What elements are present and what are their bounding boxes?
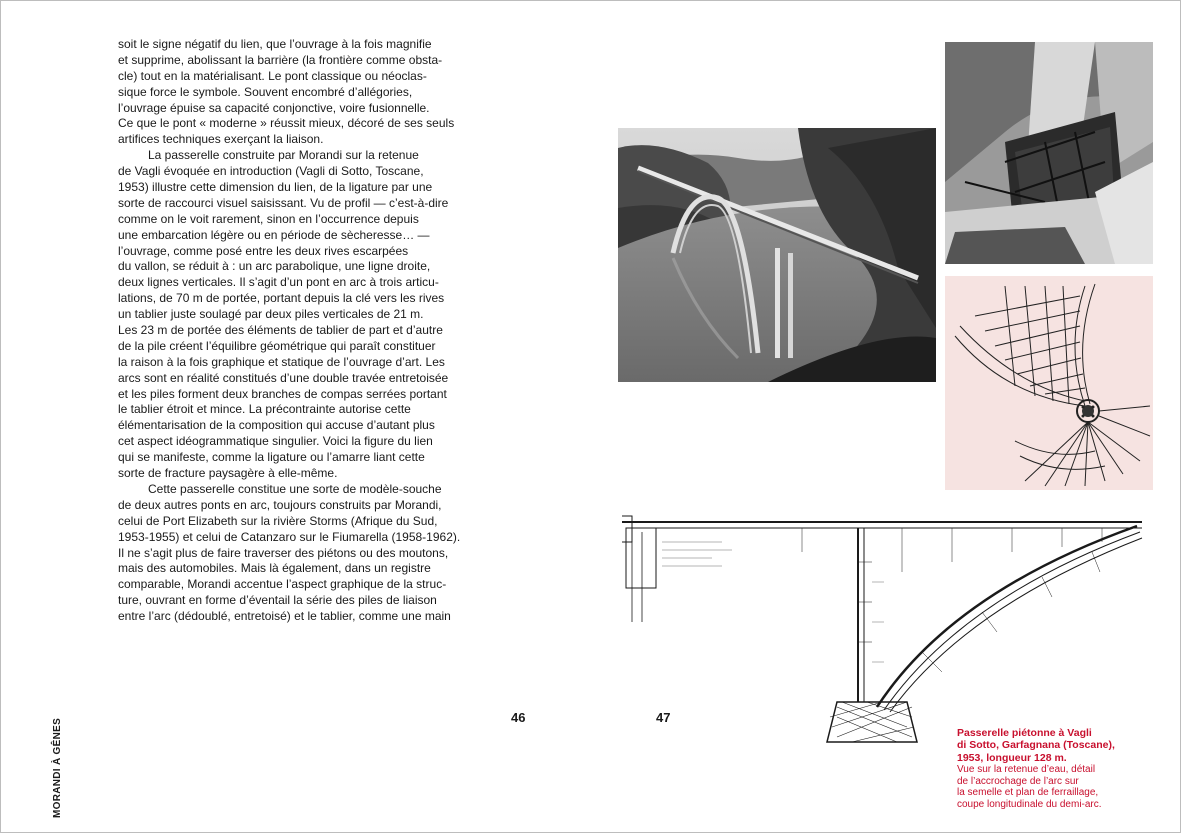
figure-caption bbox=[957, 727, 1137, 811]
half-arch-section-drawing bbox=[622, 502, 1157, 758]
text-line: lations, de 70 m de portée, portant depuis la clé vers les rives bbox=[118, 291, 445, 306]
text-line: le tablier étroit et mince. La précontrainte autorise cette bbox=[118, 402, 411, 417]
body-text bbox=[118, 37, 461, 625]
text-line: et supprime, abolissant la barrière (la frontière comme obsta- bbox=[118, 52, 443, 67]
text-line: de deux autres ponts en arc, toujours construits par Morandi, bbox=[118, 497, 442, 512]
text-line: l’ouvrage épuise sa capacité conjonctive, voire fusionnelle. bbox=[118, 100, 430, 115]
text-line: soit le signe négatif du lien, que l’ouvrage à la fois magnifie bbox=[118, 37, 432, 51]
text-line: un tablier juste soulagé par deux piles verticales de 21 m. bbox=[118, 307, 424, 322]
reinforcement-plan-drawing bbox=[945, 276, 1153, 490]
text-line: cet aspect idéogrammatique singulier. Voici la figure du lien bbox=[118, 434, 433, 449]
text-line: comparable, Morandi accentue l’aspect graphique de la struc- bbox=[118, 577, 447, 592]
text-line: arcs sont en réalité constitués d’une double travée entretoisée bbox=[118, 370, 449, 385]
text-line: qui se manifeste, comme la ligature ou l’amarre liant cette bbox=[118, 450, 425, 465]
text-line: de Vagli évoquée en introduction (Vagli di Sotto, Toscane, bbox=[118, 164, 424, 179]
text-line: de la pile créent l’équilibre géométrique qui paraît constituer bbox=[118, 338, 436, 353]
text-line: celui de Port Elizabeth sur la rivière Storms (Afrique du Sud, bbox=[118, 513, 438, 528]
text-line: une embarcation légère ou en période de sècheresse… — bbox=[118, 227, 430, 242]
caption-title-line: 1953, longueur 128 m. bbox=[957, 751, 1067, 764]
caption-desc-line: de l’accrochage de l’arc sur bbox=[957, 775, 1079, 787]
caption-title-line: di Sotto, Garfagnana (Toscane), bbox=[957, 739, 1115, 752]
caption-desc-line: Vue sur la retenue d’eau, détail bbox=[957, 763, 1096, 775]
text-line: deux lignes verticales. Il s’agit d’un pont en arc à trois articu- bbox=[118, 275, 439, 290]
right-page-number: 47 bbox=[656, 710, 671, 725]
bridge-photo bbox=[618, 128, 936, 382]
text-line: La passerelle construite par Morandi sur la retenue bbox=[148, 148, 419, 163]
abutment-detail-image bbox=[945, 42, 1153, 264]
caption-desc-line: la semelle et plan de ferraillage, bbox=[957, 787, 1099, 799]
text-line: Ce que le pont « moderne » réussit mieux, décoré de ses seuls bbox=[118, 116, 455, 131]
text-line: élémentarisation de la composition qui accuse d’autant plus bbox=[118, 418, 435, 433]
text-line: sorte de raccourci visuel saisissant. Vu de profil — c’est-à-dire bbox=[118, 195, 449, 210]
text-line: sorte de fracture paysagère à elle-même. bbox=[118, 466, 338, 481]
text-line: entre l’arc (dédoublé, entretoisé) et le tablier, comme une main bbox=[118, 609, 451, 624]
caption-desc-line: coupe longitudinale du demi-arc. bbox=[957, 799, 1102, 810]
text-line: du vallon, se réduit à : un arc parabolique, une ligne droite, bbox=[118, 259, 431, 274]
text-line: sique force le symbole. Souvent encombré d’allégories, bbox=[118, 84, 413, 99]
text-line: Cette passerelle constitue une sorte de modèle-souche bbox=[148, 481, 442, 496]
text-line: ture, ouvrant en forme d’éventail la série des piles de liaison bbox=[118, 593, 437, 608]
text-line: 1953-1955) et celui de Catanzaro sur le Fiumarella (1958-1962). bbox=[118, 529, 461, 544]
bridge-photo-image bbox=[618, 128, 936, 382]
text-line: l’ouvrage, comme posé entre les deux rives escarpées bbox=[118, 243, 409, 258]
text-line: la raison à la fois graphique et statique de l’ouvrage d’art. Les bbox=[118, 354, 445, 369]
left-page-number: 46 bbox=[511, 710, 526, 725]
abutment-detail-photo bbox=[945, 42, 1153, 264]
text-line: Les 23 m de portée des éléments de tablier de part et d’autre bbox=[118, 323, 443, 338]
text-line: 1953) illustre cette dimension du lien, de la ligature par une bbox=[118, 180, 433, 195]
caption-title-line: Passerelle piétonne à Vagli bbox=[957, 727, 1092, 739]
reinforcement-plan-image bbox=[945, 276, 1153, 490]
text-line: artifices techniques exerçant la liaison. bbox=[118, 132, 324, 147]
text-line: mais des automobiles. Mais là également, dans un registre bbox=[118, 561, 431, 576]
half-arch-section-image bbox=[622, 502, 1157, 758]
text-line: et les piles forment deux branches de compas serrées portant bbox=[118, 386, 447, 401]
text-line: Il ne s’agit plus de faire traverser des piétons ou des moutons, bbox=[118, 545, 449, 560]
running-head: MORANDI À GÊNES bbox=[52, 717, 63, 818]
text-line: cle) tout en la matérialisant. Le pont classique ou néoclas- bbox=[118, 68, 427, 83]
text-line: comme on le voit rarement, sinon en l’occurrence depuis bbox=[118, 211, 419, 226]
